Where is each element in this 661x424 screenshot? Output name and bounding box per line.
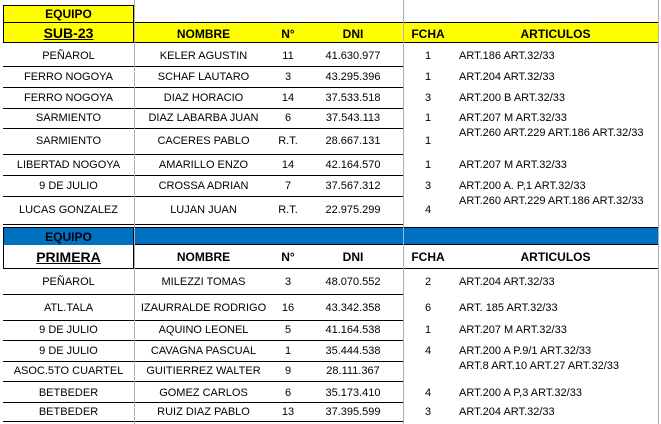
primera-row-fcha: 4	[424, 386, 432, 399]
sub23-row-num: 14	[281, 159, 295, 171]
primera-row-num: 5	[284, 324, 292, 336]
primera-row-dni: 41.164.538	[325, 324, 381, 336]
sub23-row-fcha: 1	[424, 71, 432, 83]
primera-row-nombre: IZAURRALDE RODRIGO	[140, 301, 267, 314]
primera-row-articulos: ART.200 A P,3 ART.32/33	[459, 386, 582, 399]
primera-header-bottom-line	[134, 268, 658, 269]
sub23-row-nombre: AMARILLO ENZO	[158, 159, 249, 171]
primera-row-nombre: AQUINO LEONEL	[158, 324, 249, 336]
primera-row-equipo: ATL.TALA	[43, 302, 94, 314]
primera-row-equipo: ASOC.5TO CUARTEL	[13, 365, 124, 377]
sub23-row-fcha: 3	[424, 92, 432, 104]
sub23-row-equipo: LUCAS GONZALEZ	[18, 204, 119, 216]
primera-col-fcha: FCHA	[411, 250, 445, 264]
row-separator	[3, 294, 403, 295]
primera-row-nombre: GUITIERREZ WALTER	[146, 364, 261, 377]
sub23-row-dni: 28.667.131	[325, 135, 381, 147]
primera-col-articulos: ARTICULOS	[520, 250, 591, 264]
sub23-row-num: 6	[284, 112, 292, 124]
primera-row-equipo: 9 DE JULIO	[39, 324, 98, 336]
sub23-row-dni: 42.164.570	[325, 159, 381, 171]
sub23-row-equipo: LIBERTAD NOGOYA	[16, 159, 121, 171]
primera-row-num: 6	[284, 386, 292, 399]
primera-row-nombre: GOMEZ CARLOS	[159, 386, 248, 399]
sub23-col-dni: DNI	[342, 26, 364, 41]
primera-row-dni: 48.070.552	[325, 276, 381, 288]
grid-line	[403, 0, 404, 424]
primera-row-nombre: CAVAGNA PASCUAL	[150, 345, 257, 357]
primera-row-num: 16	[281, 302, 295, 314]
sub23-row-num: 14	[281, 92, 295, 104]
sub23-row-num: 7	[284, 180, 292, 192]
sub23-row-articulos: ART.204 ART.32/33	[459, 71, 555, 83]
primera-row-articulos: ART. 185 ART.32/33	[459, 302, 558, 314]
primera-row-dni: 35.444.538	[325, 345, 381, 357]
primera-row-fcha: 3	[424, 405, 432, 418]
sub23-row-num: R.T.	[278, 204, 298, 216]
sub23-row-equipo: 9 DE JULIO	[39, 180, 98, 192]
sub23-row-fcha: 1	[424, 50, 432, 62]
row-separator	[3, 381, 403, 382]
primera-row-fcha: 6	[424, 302, 432, 314]
sub23-row-articulos: ART.207 M ART.32/33	[459, 159, 567, 171]
primera-row-num: 13	[281, 405, 295, 418]
sub23-row-articulos: ART.207 M ART.32/33	[459, 112, 567, 124]
sub23-row-equipo: FERRO NOGOYA	[23, 92, 114, 104]
primera-row-fcha: 4	[424, 345, 432, 357]
primera-row-num: 9	[284, 365, 292, 377]
sub23-row-nombre: DIAZ LABARBA JUAN	[148, 111, 259, 124]
primera-row-equipo: BETBEDER	[38, 386, 99, 399]
primera-row-dni: 37.395.599	[325, 405, 381, 418]
sub23-equipo-label: EQUIPO	[3, 5, 134, 22]
sub23-row-nombre: KELER AGUSTIN	[159, 50, 248, 62]
sub23-row-fcha: 1	[424, 159, 432, 171]
sub23-row-nombre: CACERES PABLO	[157, 135, 250, 147]
sub23-row-fcha: 1	[424, 112, 432, 124]
sub23-col-fcha: FCHA	[411, 26, 445, 41]
sub23-row-num: 3	[284, 71, 292, 83]
sub23-row-fcha: 1	[424, 135, 432, 147]
sub23-row-articulos: ART.260 ART.229 ART.186 ART.32/33	[459, 128, 644, 139]
primera-row-fcha	[403, 361, 453, 381]
primera-col-dni: DNI	[342, 250, 364, 264]
grid-line	[134, 0, 135, 424]
sub23-row-nombre: DIAZ HORACIO	[163, 92, 244, 104]
primera-row-equipo: BETBEDER	[38, 405, 99, 418]
sub23-row-dni: 41.630.977	[325, 50, 381, 62]
sub23-row-articulos: ART.186 ART.32/33	[459, 50, 555, 62]
primera-row-dni: 28.111.367	[326, 365, 380, 377]
sub23-row-nombre: SCHAF LAUTARO	[157, 71, 250, 83]
grid-line	[658, 0, 659, 424]
sub23-row-equipo: SARMIENTO	[35, 112, 102, 124]
sub23-row-equipo: FERRO NOGOYA	[23, 71, 114, 83]
sub23-row-articulos: ART.200 B ART.32/33	[459, 92, 565, 104]
primera-row-dni: 43.342.358	[325, 302, 381, 314]
primera-row-articulos: ART.200 A P.9/1 ART.32/33	[459, 345, 592, 357]
primera-row-equipo: 9 DE JULIO	[39, 345, 98, 357]
sub23-row-equipo: SARMIENTO	[35, 135, 102, 147]
primera-row-num: 1	[284, 345, 292, 357]
sub23-row-articulos: ART.200 A. P,1 ART.32/33	[459, 180, 586, 192]
sub23-row-equipo: PEÑAROL	[42, 50, 95, 62]
sub23-row-num: 11	[282, 50, 294, 62]
primera-row-articulos: ART.204 ART.32/33	[459, 276, 555, 288]
sub23-row-fcha: 4	[424, 204, 432, 216]
sub23-col-articulos: ARTICULOS	[520, 26, 591, 41]
primera-col-num: N°	[281, 250, 295, 264]
primera-row-fcha: 2	[424, 276, 432, 288]
sub23-col-nombre: NOMBRE	[176, 26, 231, 41]
sub23-category-label: SUB-23	[3, 22, 134, 43]
primera-row-num: 3	[284, 276, 292, 288]
sub23-col-num: N°	[281, 26, 295, 41]
primera-row-equipo: PEÑAROL	[42, 276, 95, 288]
sub23-row-articulos: ART.260 ART.229 ART.186 ART.32/33	[459, 196, 644, 207]
primera-blue-band	[134, 227, 658, 245]
sub23-row-fcha: 3	[424, 180, 432, 192]
primera-row-articulos: ART.207 M ART.32/33	[459, 324, 567, 336]
primera-row-articulos: ART.204 ART.32/33	[459, 405, 555, 418]
sub23-row-dni: 37.533.518	[325, 92, 381, 104]
sub23-row-nombre: LUJAN JUAN	[170, 204, 237, 216]
sub23-row-dni: 22.975.299	[325, 204, 381, 216]
primera-row-nombre: MILEZZI TOMAS	[161, 276, 246, 288]
row-separator	[3, 224, 403, 225]
primera-row-nombre: RUIZ DIAZ PABLO	[157, 405, 250, 418]
primera-row-dni: 35.173.410	[325, 386, 381, 399]
sub23-row-nombre: CROSSA ADRIAN	[158, 180, 249, 192]
primera-row-fcha: 1	[424, 324, 432, 336]
sub23-row-dni: 37.543.113	[325, 112, 381, 124]
sub23-row-dni: 43.295.396	[325, 71, 381, 83]
sub23-row-dni: 37.567.312	[325, 180, 381, 192]
primera-row-articulos: ART.8 ART.10 ART.27 ART.32/33	[459, 361, 620, 372]
sub23-row-num: R.T.	[278, 135, 298, 147]
primera-col-nombre: NOMBRE	[176, 250, 231, 264]
primera-equipo-label: EQUIPO	[3, 227, 134, 245]
row-separator	[3, 421, 403, 422]
primera-category-label: PRIMERA	[3, 245, 134, 269]
